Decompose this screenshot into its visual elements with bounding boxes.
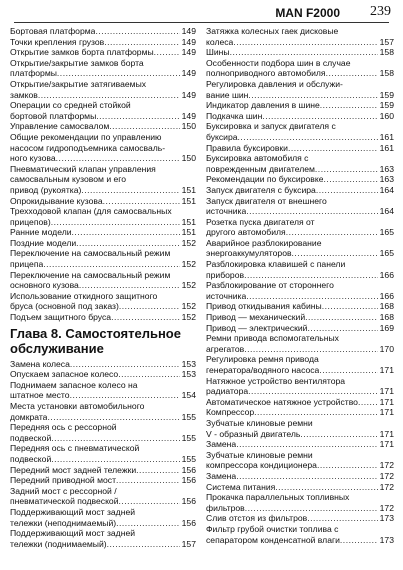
dot-leader	[79, 280, 180, 291]
toc-page-number: 168	[379, 312, 394, 323]
toc-entry-text: энергоаккумуляторов	[206, 248, 292, 259]
toc-page-number: 160	[379, 110, 394, 121]
toc-entry-text: Автоматическое натяжное устройство	[206, 396, 358, 407]
dot-leader	[307, 323, 377, 334]
dot-leader	[43, 259, 179, 270]
dot-leader	[238, 132, 378, 143]
toc-entry[interactable]	[10, 380, 196, 401]
dot-leader	[248, 90, 377, 101]
toc-page-number: 168	[379, 301, 394, 312]
toc-entry-text: поврежденным двигателем	[206, 163, 315, 174]
dot-leader	[116, 475, 180, 486]
toc-page-number: 164	[379, 206, 394, 217]
toc-page-number: 172	[379, 460, 394, 471]
toc-entry-text: Передняя ось с пневматической	[10, 443, 140, 454]
toc-entry[interactable]	[10, 206, 196, 227]
dot-leader	[326, 68, 378, 79]
toc-entry-text: Переключение на самосвальный режим	[10, 248, 171, 259]
toc-entry-text: агрегатов	[206, 343, 245, 354]
toc-entry-text: колеса	[206, 36, 234, 47]
toc-entry-text: Запуск двигателя с буксира	[206, 184, 316, 195]
toc-entry-text: самосвальным кузовом и его	[10, 174, 127, 185]
toc-entry[interactable]	[10, 164, 196, 196]
dot-leader	[316, 185, 378, 196]
toc-entry-text: Поддерживающий мост задней	[10, 528, 136, 539]
dot-leader	[254, 407, 378, 418]
toc-entry-text: Зубчатые клиновые ремни	[206, 417, 313, 428]
toc-page-number: 171	[379, 439, 394, 450]
toc-page-number: 169	[379, 322, 394, 333]
toc-page-number: 172	[379, 502, 394, 513]
dot-leader	[244, 344, 377, 355]
toc-page-number: 164	[379, 184, 394, 195]
toc-entry-text: Общие рекомендации по управлению	[10, 131, 162, 142]
toc-page-number: 152	[181, 312, 196, 323]
toc-entry-text: основного кузова	[10, 280, 79, 291]
toc-page-number: 151	[181, 216, 196, 227]
toc-entry[interactable]	[10, 26, 196, 37]
toc-entry[interactable]	[10, 486, 196, 507]
dot-leader	[233, 37, 377, 48]
toc-page-number: 149	[181, 47, 196, 58]
toc-page-number: 173	[379, 534, 394, 545]
toc-entry-text: Передняя ось с рессорной	[10, 422, 117, 433]
dot-leader	[81, 185, 179, 196]
toc-page-number: 165	[379, 227, 394, 238]
dot-leader	[246, 206, 377, 217]
toc-entry-text: источника	[206, 206, 247, 217]
toc-entry-text: Буксировка и запуск двигателя с	[206, 121, 336, 132]
toc-entry[interactable]	[10, 359, 196, 370]
toc-entry-text: Переключение на самосвальный режим	[10, 269, 171, 280]
toc-entry-text: Подъем защитного бруса	[10, 312, 112, 323]
dot-leader	[244, 270, 378, 281]
dot-leader	[119, 301, 180, 312]
toc-entry-text: Опрокидывание кузова	[10, 195, 103, 206]
toc-entry-text: Использование откидного защитного	[10, 290, 158, 301]
toc-entry-text: радиатора	[206, 386, 249, 397]
toc-page-number: 171	[379, 396, 394, 407]
toc-entry-text: пневматической подвеской	[10, 496, 119, 507]
dot-leader	[286, 227, 378, 238]
toc-entry-text: генератора/водяного насоса	[206, 365, 320, 375]
toc-entry-text: Открытие/закрытие замков борта	[10, 57, 144, 68]
toc-entry-text: Поздние модели	[10, 237, 77, 248]
dot-leader	[230, 47, 378, 58]
toc-entry[interactable]	[206, 121, 394, 142]
dot-leader	[262, 111, 377, 122]
toc-entry-text: Поддерживающий мост задней	[10, 506, 136, 517]
toc-entry[interactable]	[10, 528, 196, 549]
toc-entry-text: прицепа	[10, 259, 44, 270]
toc-page-number: 150	[181, 153, 196, 164]
toc-entry[interactable]	[206, 280, 394, 301]
toc-entry[interactable]	[10, 248, 196, 269]
dot-leader	[340, 535, 378, 546]
toc-page-number: 149	[181, 36, 196, 47]
toc-entry[interactable]	[206, 407, 394, 418]
toc-entry[interactable]	[206, 174, 394, 185]
toc-entry-text: Привод — механический	[206, 312, 306, 323]
toc-page-number: 155	[181, 411, 196, 422]
toc-page-number: 161	[379, 142, 394, 153]
toc-entry-text: Замена	[206, 439, 237, 450]
toc-page-number: 157	[181, 538, 196, 549]
toc-entry-text: Фильтр грубой очистки топлива с	[206, 523, 339, 534]
toc-entry-text: Буксировка автомобиля с	[206, 153, 309, 164]
toc-entry-text: Разблокировка клавишей с панели	[206, 259, 346, 270]
toc-entry[interactable]	[10, 79, 196, 100]
toc-entry[interactable]	[10, 132, 196, 164]
dot-leader	[57, 68, 180, 79]
toc-entry-text: замков	[10, 89, 38, 100]
toc-entry-text: Подкачка шин	[206, 110, 263, 121]
toc-entry-text: Правила буксировки	[206, 142, 288, 153]
toc-page-number: 158	[379, 47, 394, 58]
toc-page-number: 149	[181, 110, 196, 121]
dot-leader	[109, 121, 179, 132]
toc-entry-text: Опускаем запасное колесо	[10, 369, 119, 380]
toc-entry-text: Пневматический клапан управления	[10, 163, 156, 174]
toc-entry-text: прицепов)	[10, 216, 51, 227]
toc-entry-text: другого автомобиля	[206, 227, 286, 238]
toc-entry[interactable]	[206, 143, 394, 154]
toc-entry[interactable]	[206, 196, 394, 217]
toc-entry[interactable]	[10, 47, 196, 58]
toc-entry[interactable]	[206, 397, 394, 408]
dot-leader	[323, 174, 377, 185]
toc-page-number: 172	[379, 470, 394, 481]
toc-right-column	[206, 26, 394, 545]
dot-leader	[275, 482, 377, 493]
toc-entry[interactable]	[206, 111, 394, 122]
toc-page-number: 171	[379, 386, 394, 397]
toc-page-number: 156	[181, 496, 196, 507]
toc-entry-text: сепаратором конденсатной влаги	[206, 534, 340, 545]
dot-leader	[136, 465, 179, 476]
toc-entry-text: Натяжное устройство вентилятора	[206, 375, 346, 386]
toc-entry-text: Привод — электрический	[206, 322, 308, 333]
toc-entry-text: Трехходовой клапан (для самосвальных	[10, 206, 172, 217]
header-divider	[14, 22, 389, 23]
dot-leader	[319, 365, 377, 376]
dot-leader	[305, 312, 378, 323]
toc-page-number: 152	[181, 259, 196, 270]
toc-entry[interactable]	[206, 418, 394, 439]
toc-entry[interactable]	[206, 217, 394, 238]
toc-page-number: 163	[379, 174, 394, 185]
toc-entry-text: Затяжка колесных гаек дисковые	[206, 26, 339, 36]
toc-entry[interactable]	[206, 524, 394, 545]
dot-leader	[246, 291, 377, 302]
toc-page-number: 152	[181, 301, 196, 312]
toc-page-number: 152	[181, 280, 196, 291]
toc-page-number: 159	[379, 100, 394, 111]
toc-page-number: 171	[379, 407, 394, 418]
toc-entry-text: буксира	[206, 131, 238, 142]
toc-entry-text: Разблокирование от стороннего	[206, 280, 334, 291]
toc-entry-text: Точки крепления грузов	[10, 36, 105, 47]
toc-entry[interactable]	[206, 301, 394, 312]
toc-page-number: 173	[379, 513, 394, 524]
toc-entry[interactable]	[206, 100, 394, 111]
toc-entry[interactable]	[206, 471, 394, 482]
dot-leader	[322, 301, 378, 312]
toc-entry-text: Ранние модели	[10, 227, 72, 238]
toc-entry-text: Прокачка параллельных топливных	[206, 492, 350, 503]
toc-entry[interactable]	[10, 121, 196, 132]
toc-entry[interactable]	[206, 185, 394, 196]
toc-entry[interactable]	[10, 291, 196, 312]
dot-leader	[358, 397, 378, 408]
toc-entry-text: Бортовая платформа	[10, 26, 96, 36]
toc-entry[interactable]	[10, 369, 196, 380]
dot-leader	[51, 217, 180, 228]
toc-page-number: 171	[379, 365, 394, 375]
dot-leader	[104, 37, 179, 48]
toc-entry-text: бортовой платформы	[10, 110, 97, 121]
chapter-heading: Глава 8. Самостоятельное обслуживание	[10, 325, 181, 356]
toc-entry[interactable]	[206, 79, 394, 100]
toc-page-number: 152	[181, 237, 196, 248]
dot-leader	[116, 518, 180, 529]
toc-entry[interactable]	[10, 37, 196, 48]
toc-page-number: 153	[181, 369, 196, 380]
toc-entry[interactable]	[10, 100, 196, 121]
dot-leader	[38, 90, 180, 101]
toc-entry[interactable]	[10, 507, 196, 528]
toc-entry[interactable]	[206, 482, 394, 493]
dot-leader	[107, 539, 180, 550]
toc-entry-text: вание шин	[206, 89, 249, 100]
toc-page-number: 150	[181, 121, 196, 132]
dot-leader	[307, 513, 377, 524]
toc-entry-text: домкрата	[10, 411, 48, 422]
toc-entry-text: ного кузова	[10, 153, 56, 164]
toc-entry[interactable]	[206, 58, 394, 79]
toc-page-number: 161	[379, 131, 394, 142]
toc-page-number: 151	[181, 195, 196, 206]
toc-page-number: 166	[379, 269, 394, 280]
toc-entry[interactable]	[206, 259, 394, 280]
toc-page-number: 151	[181, 184, 196, 195]
toc-entry-text: тележки (неподнимаемый)	[10, 517, 117, 528]
dot-leader	[103, 196, 180, 207]
toc-entry[interactable]	[206, 376, 394, 397]
toc-page-number: 149	[181, 26, 196, 36]
dot-leader	[56, 153, 180, 164]
toc-entry-text: насосом гидроподъемника самосваль-	[10, 142, 166, 153]
toc-entry[interactable]	[206, 26, 394, 47]
toc-entry-text: Передний приводной мост	[10, 475, 117, 486]
toc-page-number: 170	[379, 343, 394, 354]
toc-page-number: 156	[181, 517, 196, 528]
toc-entry-text: Аварийное разблокирование	[206, 237, 322, 248]
toc-entry[interactable]	[10, 312, 196, 323]
toc-entry-text: Особенности подбора шин в случае	[206, 57, 351, 68]
toc-entry-text: компрессора кондиционера	[206, 460, 317, 471]
dot-leader	[288, 143, 378, 154]
toc-entry-text: Рекомендации по буксировке	[206, 174, 324, 185]
toc-entry[interactable]	[10, 443, 196, 464]
dot-leader	[111, 312, 180, 323]
toc-entry-text: Ремни привода вспомогательных	[206, 333, 339, 344]
toc-entry[interactable]	[10, 227, 196, 238]
toc-page-number: 156	[181, 475, 196, 486]
toc-entry-text: Шины	[206, 47, 230, 58]
toc-entry[interactable]	[10, 270, 196, 291]
toc-entry[interactable]	[10, 196, 196, 207]
dot-leader	[119, 496, 180, 507]
toc-page-number: 151	[181, 227, 196, 238]
dot-leader	[95, 26, 179, 37]
toc-page-number: 154	[181, 390, 196, 401]
toc-entry-text: подвеской	[10, 453, 52, 464]
toc-entry-text: Регулировка давления и обслужи-	[206, 78, 343, 89]
toc-page-number: 149	[181, 89, 196, 100]
toc-page-number: 153	[181, 358, 196, 369]
toc-entry-text: полноприводного автомобиля	[206, 68, 326, 79]
dot-leader	[118, 369, 179, 380]
toc-page-number: 159	[379, 89, 394, 100]
toc-entry[interactable]	[206, 450, 394, 471]
toc-page-number: 155	[181, 432, 196, 443]
dot-leader	[51, 454, 179, 465]
dot-leader	[317, 460, 378, 471]
toc-left-column	[10, 26, 196, 549]
toc-entry-text: Компрессор	[206, 407, 255, 418]
toc-entry[interactable]	[10, 422, 196, 443]
toc-entry[interactable]	[206, 439, 394, 450]
dot-leader	[300, 429, 377, 440]
toc-entry-text: Задний мост с рессорной /	[10, 485, 117, 496]
toc-entry-text: V - образный двигатель	[206, 428, 301, 439]
toc-entry[interactable]	[10, 465, 196, 476]
toc-entry[interactable]	[10, 238, 196, 249]
toc-entry-text: Места установки автомобильного	[10, 401, 145, 411]
toc-page-number: 165	[379, 248, 394, 259]
toc-page-number: 155	[181, 453, 196, 464]
toc-entry[interactable]	[206, 312, 394, 323]
dot-leader	[292, 248, 378, 259]
toc-entry[interactable]	[10, 475, 196, 486]
dot-leader	[51, 433, 179, 444]
toc-page-number: 163	[379, 163, 394, 174]
toc-entry-text: привод (рукоятка)	[10, 184, 82, 195]
dot-leader	[245, 503, 378, 514]
toc-entry[interactable]	[10, 58, 196, 79]
toc-entry[interactable]	[206, 492, 394, 513]
dot-leader	[96, 111, 179, 122]
toc-entry[interactable]	[206, 513, 394, 524]
toc-entry-text: Розетка пуска двигателя от	[206, 216, 315, 227]
toc-page-number: 157	[379, 36, 394, 47]
dot-leader	[76, 238, 179, 249]
toc-entry[interactable]	[206, 333, 394, 354]
toc-entry-text: Замена колеса	[10, 358, 70, 369]
toc-entry-text: источника	[206, 290, 247, 301]
dot-leader	[70, 359, 180, 370]
toc-entry-text: Операции со средней стойкой	[10, 100, 131, 111]
toc-entry-text: Запуск двигателя от внешнего	[206, 195, 327, 206]
toc-entry-text: приборов	[206, 269, 245, 280]
toc-entry-text: фильтров	[206, 502, 245, 513]
dot-leader	[72, 227, 180, 238]
toc-entry[interactable]	[206, 238, 394, 259]
toc-entry-text: Зубчатые клиновые ремни	[206, 449, 313, 460]
toc-entry-text: Замена	[206, 470, 237, 481]
toc-entry-text: Слив отстоя из фильтров	[206, 513, 308, 524]
toc-page-number: 156	[181, 464, 196, 475]
toc-page-number: 149	[181, 68, 196, 79]
toc-entry-text: тележки (поднимаемый)	[10, 538, 107, 549]
toc-entry-text: Управление самосвалом	[10, 121, 110, 132]
toc-entry[interactable]	[206, 47, 394, 58]
toc-entry[interactable]	[206, 323, 394, 334]
toc-entry-text: Индикатор давления в шине	[206, 100, 320, 111]
running-header-title: MAN F2000	[275, 6, 340, 20]
dot-leader	[70, 390, 180, 401]
dot-leader	[248, 386, 378, 397]
toc-entry-text: Регулировка ремня привода	[206, 354, 319, 365]
toc-entry-text: Поднимаем запасное колесо на	[10, 379, 138, 390]
toc-page-number: 171	[379, 428, 394, 439]
dot-leader	[315, 164, 378, 175]
toc-entry-text: подвеской	[10, 432, 52, 443]
dot-leader	[236, 471, 377, 482]
toc-entry-text: штатное место	[10, 390, 70, 401]
dot-leader	[47, 412, 179, 423]
toc-entry-text: Система питания	[206, 481, 276, 492]
dot-leader	[154, 47, 180, 58]
toc-page-number: 158	[379, 68, 394, 79]
toc-page-number: 172	[379, 481, 394, 492]
toc-entry-text: бруса (основной под заказ)	[10, 301, 119, 312]
toc-entry-text: Открытие/закрытие затягиваемых	[10, 78, 147, 89]
toc-entry[interactable]	[10, 401, 196, 422]
dot-leader	[236, 439, 377, 450]
toc-entry[interactable]	[206, 354, 394, 375]
toc-entry[interactable]	[206, 153, 394, 174]
toc-entry-text: Привод откидывания кабины	[206, 301, 322, 312]
toc-entry-text: Передний мост задней тележки	[10, 464, 137, 475]
toc-entry-text: Открытие замков борта платформы	[10, 47, 154, 58]
dot-leader	[320, 100, 378, 111]
page-number: 239	[370, 4, 391, 19]
toc-entry-text: платформы	[10, 68, 57, 79]
toc-page-number: 166	[379, 290, 394, 301]
